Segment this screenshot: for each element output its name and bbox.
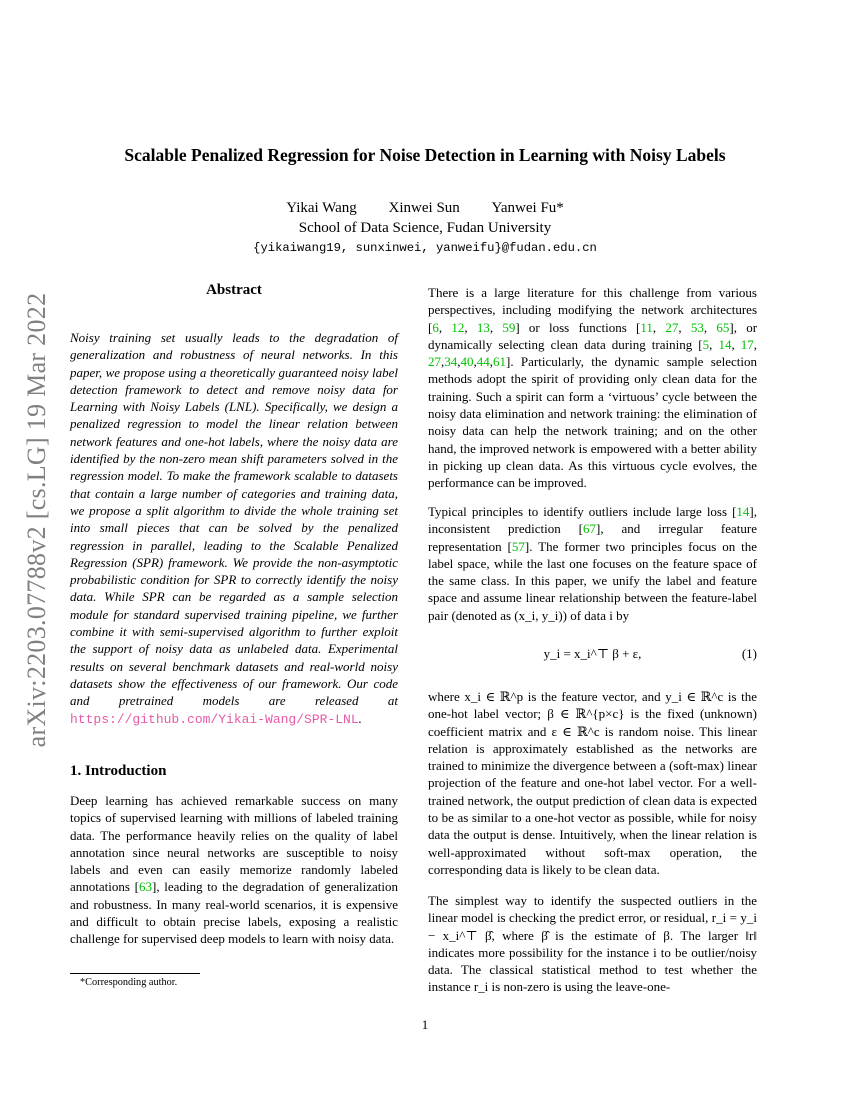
text-run: ], inconsistent prediction [ [428,504,757,537]
citation-link[interactable]: 61 [493,354,506,370]
author: Xinwei Sun [388,200,460,216]
equation-1 [428,646,757,664]
citation-link[interactable]: 67 [583,521,597,537]
column2-paragraph-3: where x_i ∈ ℝ^p is the feature vector, and y_i ∈ ℝ^c is the one-hot label vector; β ∈ ℝ^{p×c} is the fixed (unknown) coefficient matrix and ε ∈ ℝ^c is random noise. This linear relation is approximately established as the networks are trained to minimize the divergence between a (soft-max) linear projection of the feature and one-hot label vector. For a well-trained network, the output prediction of clean data is expected to be as similar to a one-hot vector as possible, while for noisy data the output is dense. Intuitively, when the linear relation is well-approximated without soft-max operation, the corresponding data is likely to be clean data. [428,689,757,877]
citation-link[interactable]: 11 [640,319,653,335]
page-number: 1 [421,1017,429,1032]
abstract-body [70,329,398,728]
text-run: ], leading to the degradation of generalization and robustness. In many real-world scenarios, it is expensive and difficult to obtain precise labels, exposing a realistic challenge for supervised deep models to learn with noisy data. [70,879,399,947]
citation-link[interactable]: 63 [139,879,152,895]
equation-number: (1) [741,646,757,661]
affiliation: School of Data Science, Fudan University [298,220,552,236]
citation-link[interactable]: 17 [740,336,754,352]
citation-link[interactable]: 14 [718,336,732,352]
author-emails: {yikaiwang19, sunxinwei, yanweifu}@fudan.edu.cn [253,241,597,255]
citation-link[interactable]: 53 [690,319,704,335]
citation-link[interactable]: 12 [451,319,465,335]
citation-link[interactable]: 44 [476,354,490,370]
citation-link[interactable]: 57 [511,538,525,554]
column2-paragraph-4: The simplest way to identify the suspected outliers in the linear model is checking the predict error, or residual, r_i = y_i − x_i^⊤ β̂, where β̂ is the estimate of β. The larger ‖r‖ indicates more possibility for the instance i to be outlier/noisy data. The classical statistical method to test whether the instance r_i is non-zero is using the leave-one- [428,893,757,995]
text-run: ]. Particularly, the dynamic sample selection methods adopt the spirit of providing only clean data for the training. Such a spirit can form a ‘virtuous’ cycle between the noisy data elimination and network training: the elimination of noisy data can help the network training; and on the other hand, the improved network is empowered with a better ability in picking up clean data. As this virtuous cycle evolves, the performance can be improved. [428,354,757,491]
citation-link[interactable]: 65 [716,319,730,335]
arxiv-identifier-stamp [20,290,54,750]
text-run: ], and irregular feature representation [ [428,521,757,554]
arxiv-identifier-text: arXiv:2203.07788v2 [cs.LG] 19 Mar 2022 [22,292,51,748]
text-run: ] or loss functions [ [515,319,641,335]
author: Yikai Wang [286,200,357,216]
code-link[interactable]: https://github.com/Yikai-Wang/SPR-LNL [70,711,359,727]
text-run: There is a large literature for this challenge from various perspectives, including modifying the network architectures [ [428,285,757,335]
introduction-heading: 1. Introduction [70,763,167,779]
citation-link[interactable]: 34 [444,354,458,370]
introduction-paragraph [70,792,398,948]
abstract-heading: Abstract [206,282,262,298]
citation-link[interactable]: 27 [428,354,441,370]
citation-link[interactable]: 27 [665,319,679,335]
column2-paragraph-2 [428,503,757,624]
footnote: *Corresponding author. [80,977,178,988]
citation-link[interactable]: 14 [736,504,750,519]
citation-link[interactable]: 13 [476,319,490,335]
abstract-end: . [358,710,362,726]
citation-link[interactable]: 59 [502,319,516,335]
paper-title: Scalable Penalized Regression for Noise Detection in Learning with Noisy Labels [124,145,726,165]
abstract-text: Noisy training set usually leads to the degradation of generalization and robustness of neural networks. In this paper, we propose using a theoretically guaranteed noisy label detection framework to detect and remove noisy data for Learning with Noisy Labels (LNL). Specifically, we design a penalized regression to model the linear relation between network features and one-hot labels, where the noisy data are identified by the non-zero mean shift parameters solved in the regression model. To make the framework scalable to datasets that contain a large number of categories and training data, we propose a split algorithm to divide the whole training set into small pieces that can be solved by the penalized regression in parallel, leading to the Scalable Penalized Regression (SPR) framework. We provide the non-asymptotic probabilistic condition for SPR to correctly identify the noisy data. While SPR can be regarded as a sample selection module for standard supervised training pipeline, we further combine it with semi-supervised algorithm to further exploit the support of noisy data as unlabeled data. Experimental results on several benchmark datasets and real-world noisy datasets show the effectiveness of our framework. Our code and pretrained models are released at [70,330,398,709]
author-list [0,200,850,217]
text-run: Deep learning has achieved remarkable success on many topics of supervised learning with millions of labeled training data. The performance heavily relies on the quality of label annotation since neural networks are susceptible to noisy labels and even can easily memorize randomly labeled annotations [ [70,793,398,895]
text-run: Typical principles to identify outliers include large loss [ [428,504,737,519]
column2-paragraph-1: There is a large literature for this challenge from various perspectives, including modifying the network architectures [6, 12, 13, 59] or loss functions [11, 27, 53, 65], or dynamically selecting clean data during training [5, 14, 17, 27,34,40,44,61]. Particularly, the dynamic sample selection methods adopt the spirit of providing only clean data for the training. Such a spirit can form a ‘virtuous’ cycle between the noisy data elimination and network training: the elimination of noisy data can help the network training; and on the other hand, the improved network is empowered with a better ability in picking up clean data. As this virtuous cycle evolves, the performance can be improved. [428,285,758,491]
footnote-rule [70,973,200,974]
citation-link[interactable]: 5 [702,336,710,352]
equation-body: y_i = x_i^⊤ β + ε, [543,646,642,661]
author: Yanwei Fu* [491,200,564,216]
citation-link[interactable]: 6 [432,319,439,335]
text-run: ], or dynamically selecting clean data during training [ [428,319,758,352]
citation-link[interactable]: 40 [460,354,474,370]
text-run: ]. The former two principles focus on the label space, while the last one focuses on the feature space of the same class. In this paper, we unify the label and feature space and assume linear relationship between the feature-label pair (denoted as (x_i, y_i)) of data i by [428,538,757,623]
